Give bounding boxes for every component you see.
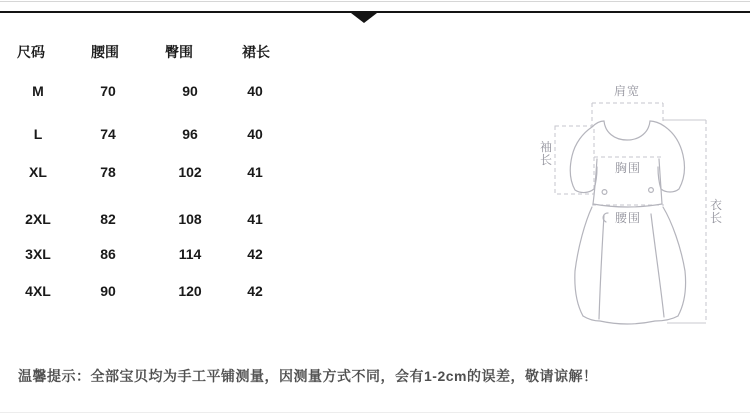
length-value: 41 xyxy=(247,211,263,227)
hip-value: 120 xyxy=(178,283,202,299)
left-sleeve xyxy=(570,127,597,193)
sleeve-length-guide-box xyxy=(555,126,594,194)
shoulder-width-label: 肩宽 xyxy=(614,84,641,98)
size-value: L xyxy=(33,126,43,142)
size-value: M xyxy=(32,83,44,99)
left-pleat-line xyxy=(599,215,604,319)
length-value: 41 xyxy=(247,164,263,180)
size-value: 3XL xyxy=(25,246,51,262)
measurement-notice: 温馨提示：全部宝贝均为手工平铺测量，因测量方式不同，会有1-2cm的误差，敬请谅解！ xyxy=(18,368,598,384)
column-header-length: 裙长 xyxy=(242,44,270,60)
garment-length-label: 衣长 xyxy=(710,198,723,225)
size-value: 4XL xyxy=(25,283,51,299)
waist-value: 90 xyxy=(100,283,116,299)
size-value: XL xyxy=(29,164,47,180)
hip-value: 102 xyxy=(178,164,202,180)
hip-value: 108 xyxy=(178,211,202,227)
length-value: 40 xyxy=(247,83,263,99)
right-pleat-line xyxy=(651,214,664,317)
triangle-down-icon xyxy=(351,13,377,23)
top-thin-divider xyxy=(0,1,750,2)
column-header-hip: 臀围 xyxy=(165,44,193,60)
waist-value: 82 xyxy=(100,211,116,227)
size-value: 2XL xyxy=(25,211,51,227)
hip-value: 114 xyxy=(178,246,202,262)
column-header-size: 尺码 xyxy=(17,44,45,60)
waist-value: 78 xyxy=(100,164,116,180)
shoulder-width-guide xyxy=(592,103,663,127)
waist-label: 腰围 xyxy=(615,211,642,225)
left-button xyxy=(602,190,607,195)
sleeve-length-label: 袖长 xyxy=(540,140,553,167)
waist-value: 86 xyxy=(100,246,116,262)
length-value: 42 xyxy=(247,283,263,299)
bottom-faint-divider xyxy=(0,412,750,413)
neckline-and-shoulders xyxy=(592,121,664,140)
skirt-right-side xyxy=(663,207,686,316)
waist-value: 74 xyxy=(100,126,116,142)
bust-label: 胸围 xyxy=(615,161,642,175)
column-header-waist: 腰围 xyxy=(91,44,119,60)
length-value: 40 xyxy=(247,126,263,142)
waist-value: 70 xyxy=(100,83,116,99)
skirt-left-side xyxy=(575,207,592,316)
hip-value: 90 xyxy=(182,83,198,99)
right-sleeve xyxy=(658,126,684,192)
hip-value: 96 xyxy=(182,126,198,142)
length-value: 42 xyxy=(247,246,263,262)
right-button xyxy=(649,188,654,193)
